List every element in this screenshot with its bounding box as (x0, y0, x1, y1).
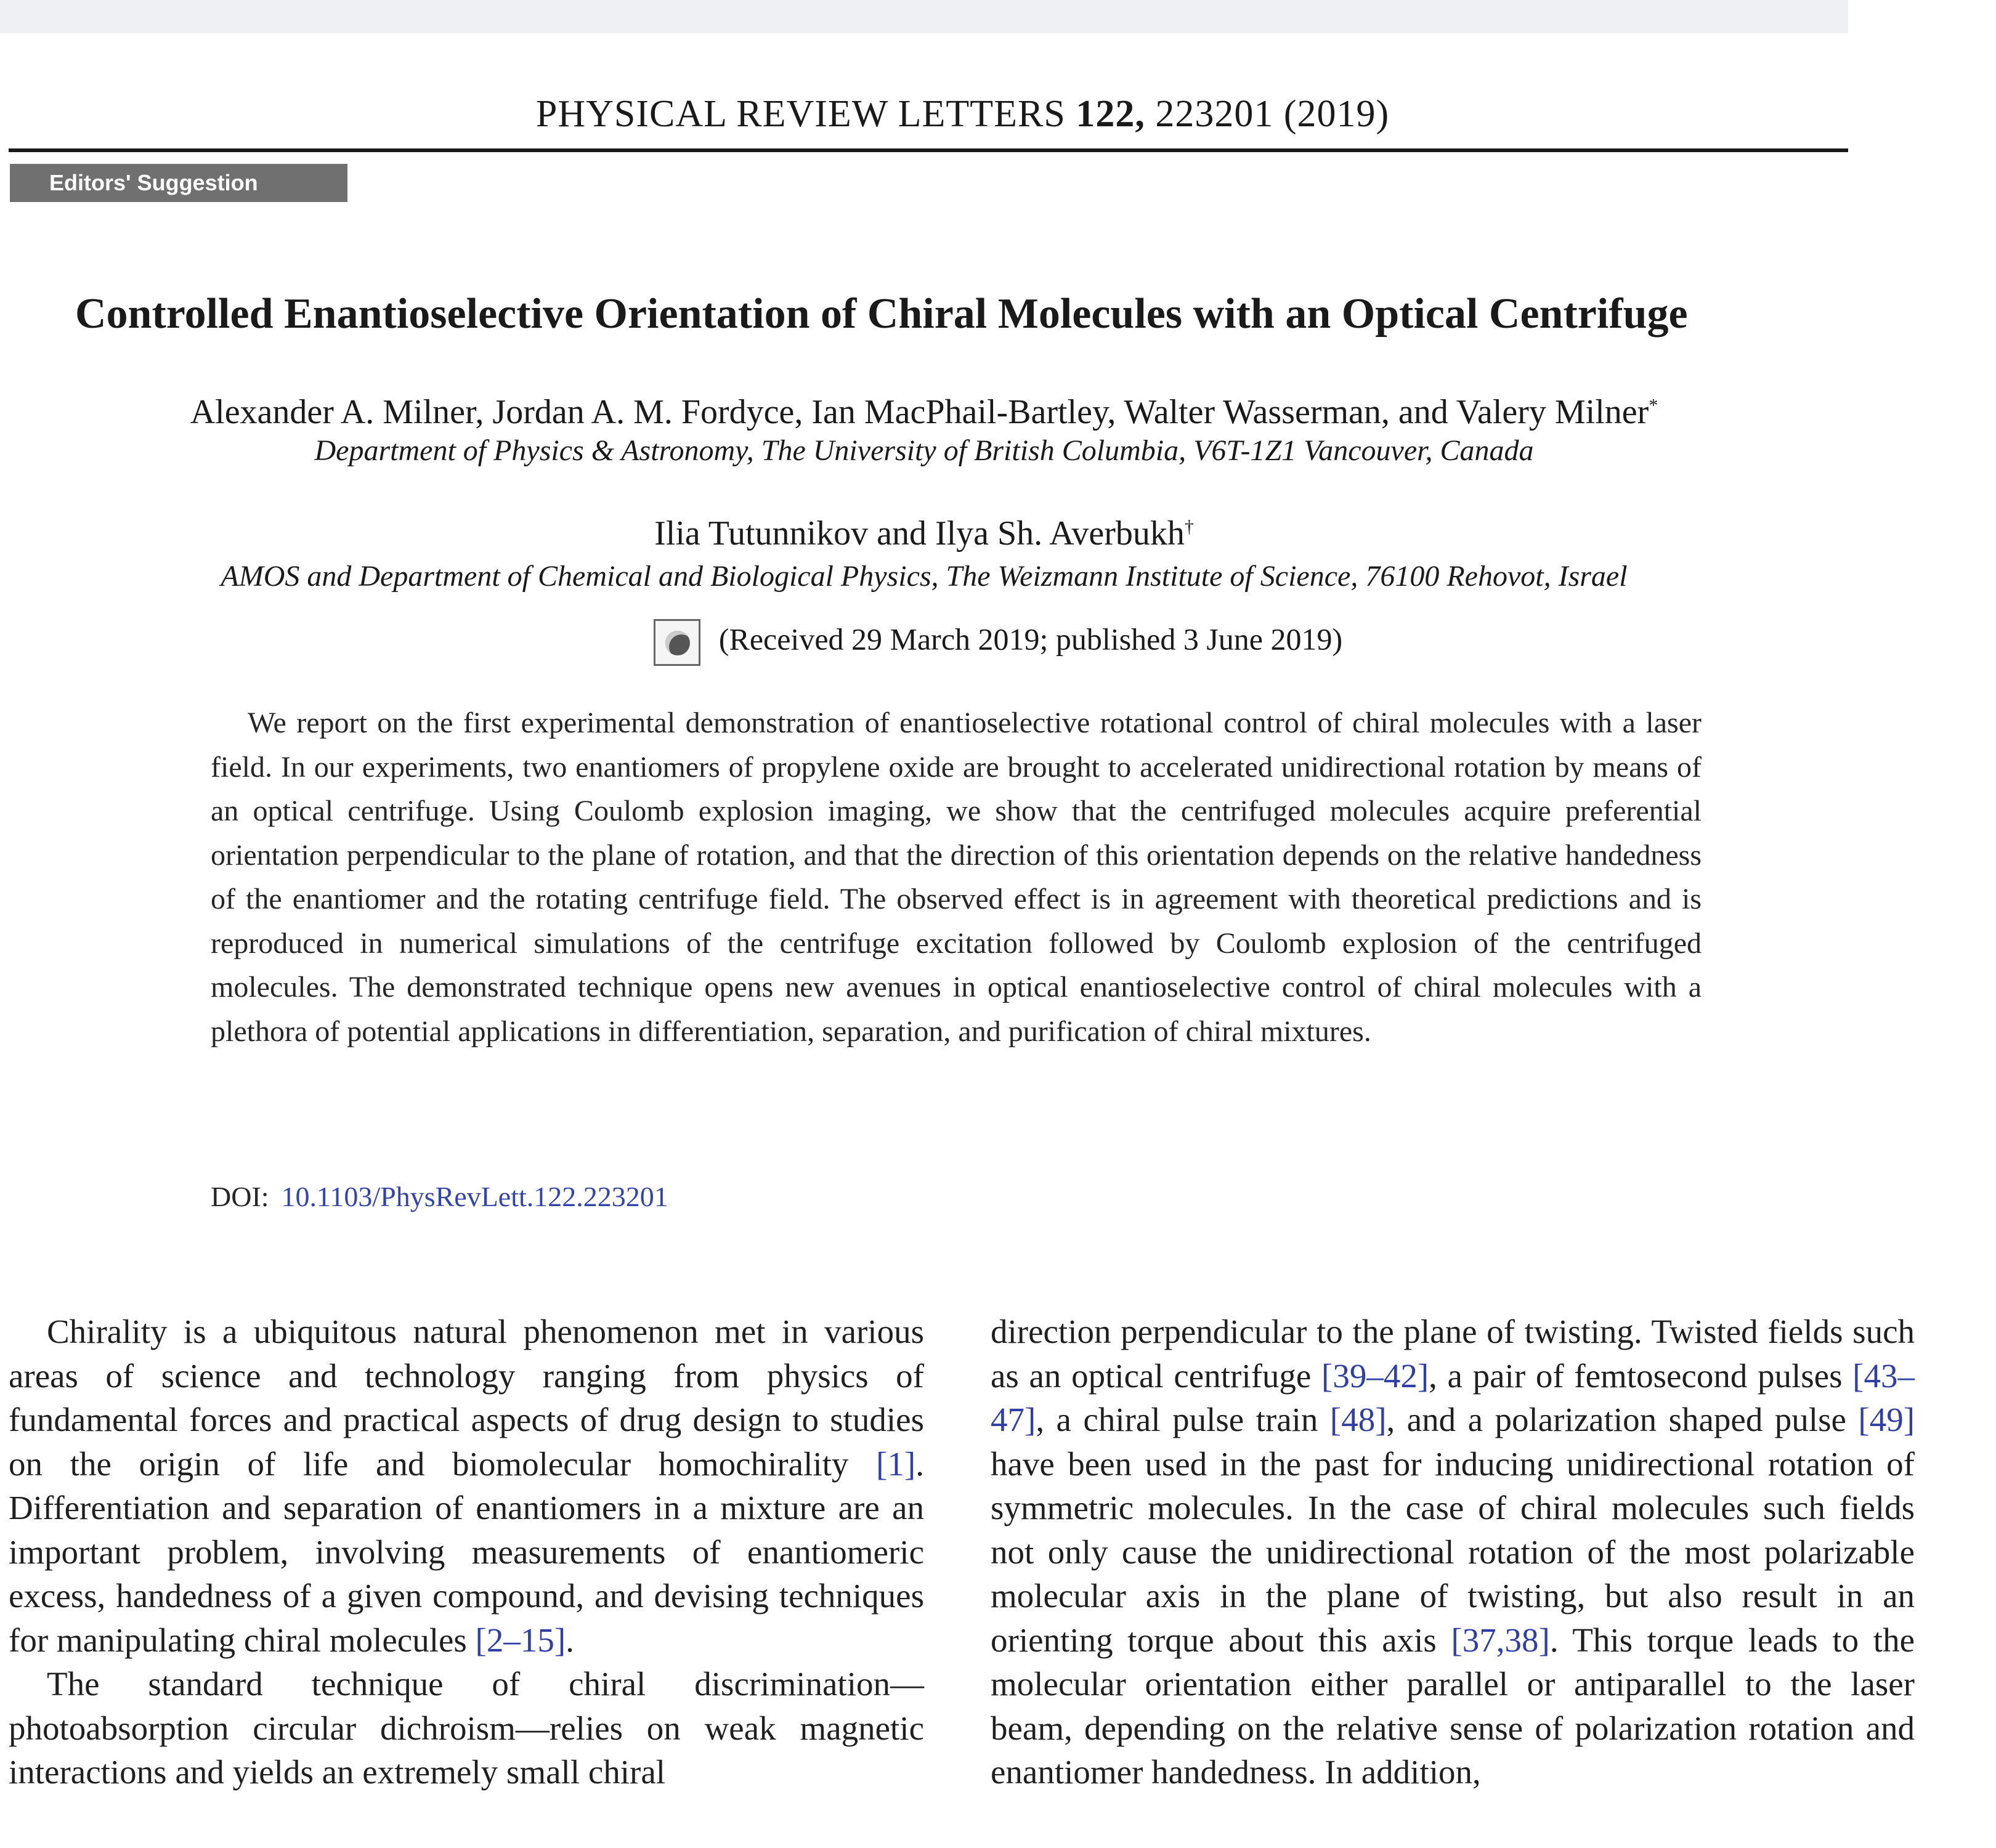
journal-header (0, 92, 1925, 136)
authors-2-mark: † (1184, 516, 1194, 537)
citation-link[interactable]: [1] (876, 1445, 916, 1483)
citation-link[interactable]: [2–15] (475, 1621, 566, 1659)
paragraph (9, 1310, 924, 1662)
citation-link[interactable]: [39–42] (1321, 1356, 1429, 1395)
paragraph (991, 1310, 1915, 1794)
text-run: . This torque leads to the molecular orientation either parallel or antiparallel to the laser beam, depending on the relative sense of polarization rotation and enantiomer handedness. In addition, (991, 1621, 1915, 1791)
journal-volume: 122, (1076, 93, 1145, 135)
doi-link[interactable]: 10.1103/PhysRevLett.122.223201 (281, 1181, 668, 1212)
abstract: We report on the first experimental demonstration of enantioselective rotational control of chiral molecules with a laser field. In our experiments, two enantiomers of propylene oxide are brought to accelerated unidirectional rotation by means of an optical centrifuge. Using Coulomb explosion imaging, we show that the centrifuged molecules acquire preferential orientation perpendicular to the plane of rotation, and that the direction of this orientation depends on the relative handedness of the enantiomer and the rotating centrifuge field. The observed effect is in agreement with theoretical predictions and is reproduced in numerical simulations of the centrifuge excitation followed by Coulomb explosion of the centrifuged molecules. The demonstrated technique opens new avenues in optical enantioselective control of chiral molecules with a plethora of potential applications in differentiation, separation, and purification of chiral mixtures. (211, 707, 1702, 1048)
affiliation-1: Department of Physics & Astronomy, The University of British Columbia, V6T-1Z1 Vancouver, Canada (314, 434, 1534, 467)
doi-line (211, 1180, 668, 1213)
paragraph: The standard technique of chiral discrimination—photoabsorption circular dichroism—relies on weak magnetic interactions and yields an extremely small chiral (9, 1665, 924, 1791)
citation-link[interactable]: [49] (1858, 1401, 1915, 1438)
doi-label: DOI: (211, 1181, 269, 1212)
author-list-1 (0, 392, 1848, 432)
body-column-right (991, 1310, 1915, 1794)
authors-1-names: Alexander A. Milner, Jordan A. M. Fordyce, Ian MacPhail-Bartley, Walter Wasserman, and Valery Milner (190, 393, 1649, 431)
text-run: . (566, 1621, 574, 1659)
affiliation-2: AMOS and Department of Chemical and Biological Physics, The Weizmann Institute of Science, 76100 Rehovot, Israel (221, 560, 1628, 593)
text-run: , and a polarization shaped pulse (1386, 1401, 1859, 1438)
open-access-icon[interactable] (654, 619, 700, 666)
journal-name: PHYSICAL REVIEW LETTERS (535, 93, 1066, 135)
viewer-top-bar (0, 0, 1848, 33)
editors-suggestion-badge: Editors' Suggestion (10, 164, 347, 202)
text-run: have been used in the past for inducing unidirectional rotation of symmetric molecules. In the case of chiral molecules such fields not only cause the unidirectional rotation of the most polarizable molecular axis in the plane of twisting, but also result in an orienting torque about this axis (991, 1445, 1915, 1659)
body-column-left (9, 1310, 924, 1794)
text-run: , a chiral pulse train (1036, 1401, 1330, 1438)
text-run: . Differentiation and separation of enantiomers in a mixture are an important problem, involving measurements of enantiomeric excess, handedness of a given compound, and devising techniques for manipulating chiral molecules (9, 1445, 924, 1659)
paper-title: Controlled Enantioselective Orientation of Chiral Molecules with an Optical Centrifuge (75, 290, 1688, 338)
author-list-2 (0, 514, 1848, 553)
citation-link[interactable]: [48] (1329, 1401, 1387, 1438)
received-dates: (Received 29 March 2019; published 3 June 2019) (718, 622, 1343, 657)
article-number: 223201 (2019) (1155, 93, 1390, 135)
authors-2-names: Ilia Tutunnikov and Ilya Sh. Averbukh (654, 514, 1185, 553)
header-rule (9, 148, 1848, 152)
received-row (0, 619, 1996, 666)
text-run: Chirality is a ubiquitous natural phenomenon met in various areas of science and technology ranging from physics of fundamental forces and practical aspects of drug design to studies on the origin of life and biomolecular homochirality (9, 1313, 924, 1483)
authors-1-mark: * (1649, 395, 1658, 416)
text-run: direction perpendicular to the plane of twisting. Twisted fields such as an optical centrifuge (991, 1313, 1915, 1395)
citation-link[interactable]: [37,38] (1451, 1621, 1550, 1659)
citation-link[interactable]: [43–47] (991, 1356, 1915, 1438)
text-run: , a pair of femtosecond pulses (1429, 1356, 1853, 1395)
